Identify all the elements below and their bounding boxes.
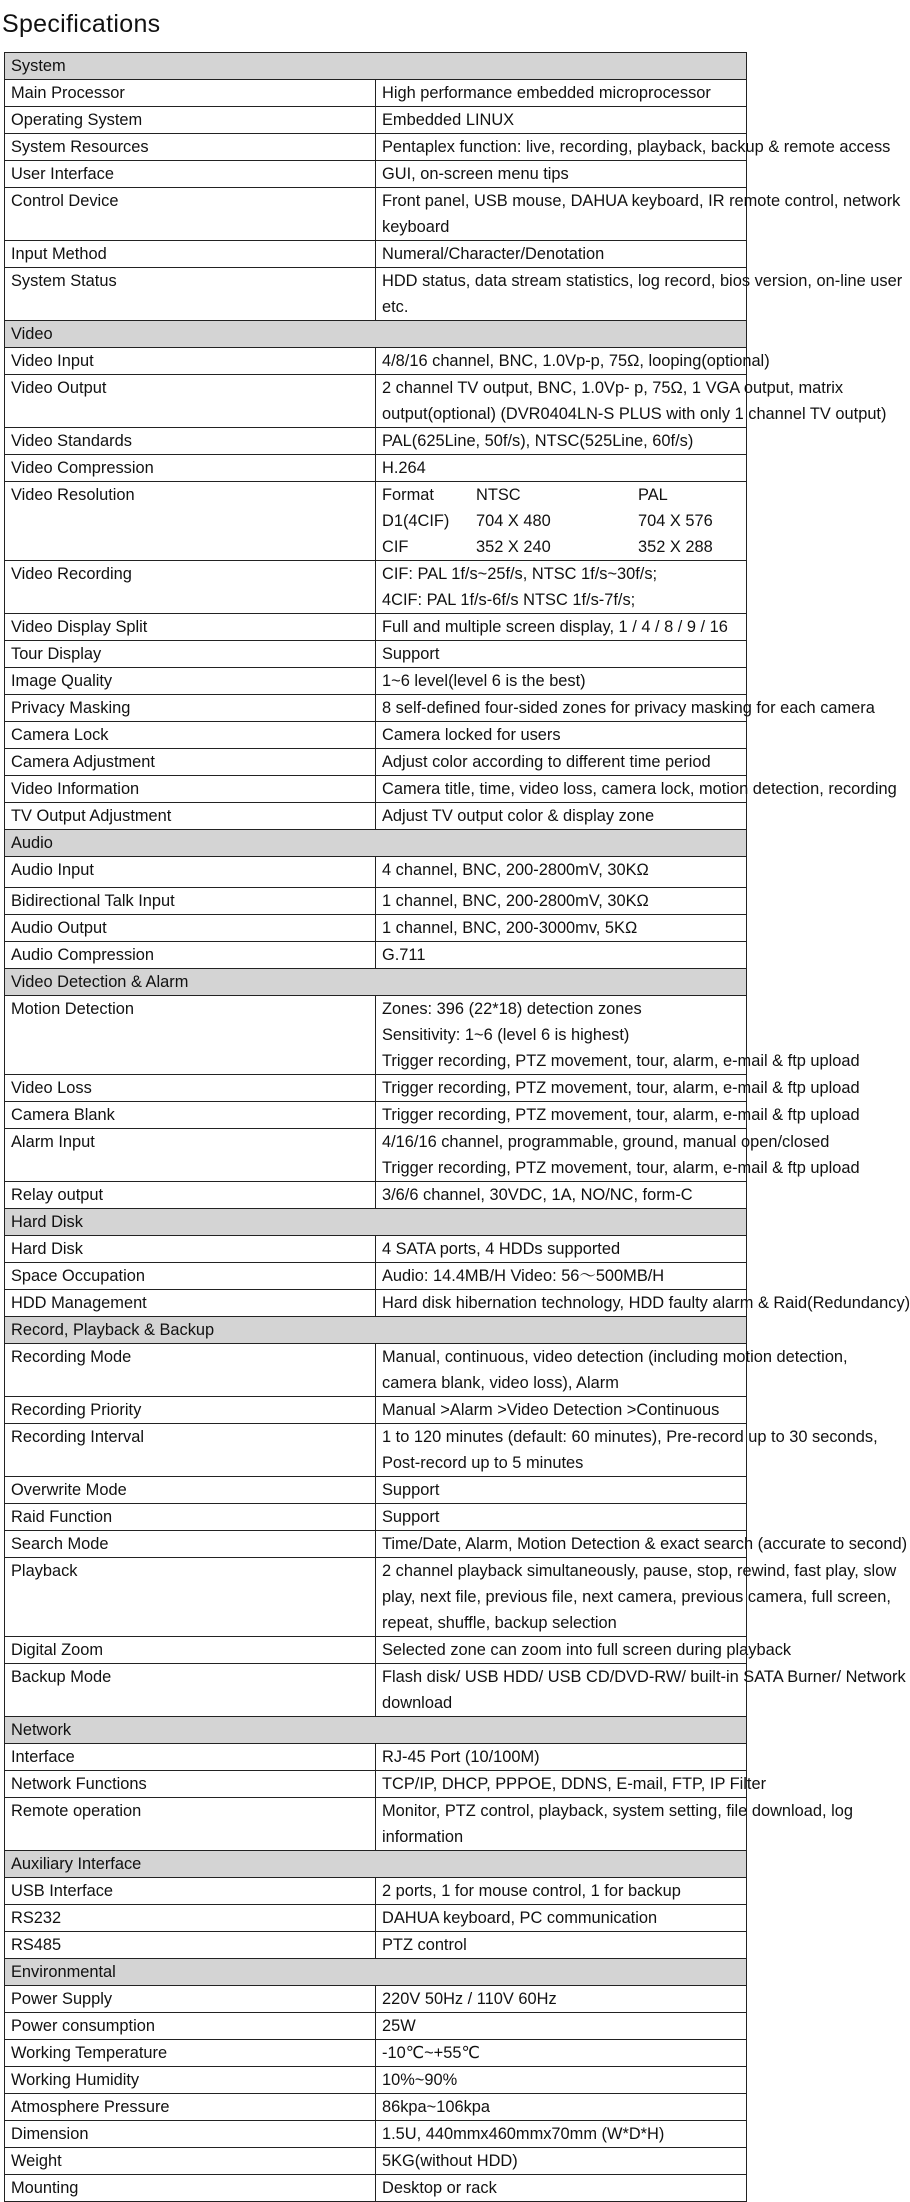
spec-value-line: 4/8/16 channel, BNC, 1.0Vp-p, 75Ω, looping(optional)	[382, 352, 770, 370]
spec-label: Digital Zoom	[5, 1637, 376, 1664]
spec-value	[376, 614, 747, 641]
spec-value-line: 220V 50Hz / 110V 60Hz	[382, 1990, 557, 2008]
resolution-grid-cell: PAL	[638, 486, 668, 504]
spec-row	[5, 482, 747, 561]
spec-label: Alarm Input	[5, 1129, 376, 1182]
spec-value-line: Hard disk hibernation technology, HDD faulty alarm & Raid(Redundancy)	[382, 1294, 910, 1312]
spec-row	[5, 1531, 747, 1558]
resolution-grid-cell: 704 X 480	[476, 512, 551, 530]
spec-label: Working Temperature	[5, 2040, 376, 2067]
spec-value-line: 1.5U, 440mmx460mmx70mm (W*D*H)	[382, 2125, 665, 2143]
spec-value-line: Time/Date, Alarm, Motion Detection & exact search (accurate to second)	[382, 1535, 908, 1553]
spec-label: HDD Management	[5, 1290, 376, 1317]
spec-value-line: 4/16/16 channel, programmable, ground, manual open/closed	[382, 1133, 830, 1151]
spec-label: Camera Lock	[5, 722, 376, 749]
spec-label: Overwrite Mode	[5, 1477, 376, 1504]
spec-label: Video Recording	[5, 561, 376, 614]
spec-row	[5, 1878, 747, 1905]
spec-value	[376, 428, 747, 455]
spec-row	[5, 268, 747, 321]
spec-value-line: PTZ control	[382, 1936, 467, 1954]
spec-value	[376, 1664, 906, 1717]
section-header-row	[5, 53, 747, 80]
spec-value-line: HDD status, data stream statistics, log record, bios version, on-line user	[382, 272, 903, 290]
spec-value-line: H.264	[382, 459, 426, 477]
spec-value-line: Front panel, USB mouse, DAHUA keyboard, IR remote control, network	[382, 192, 901, 210]
spec-value	[376, 1798, 853, 1851]
spec-row	[5, 1424, 747, 1477]
spec-value-line: Embedded LINUX	[382, 111, 515, 129]
resolution-grid-cell: CIF	[382, 538, 409, 556]
spec-value-line: 4 SATA ports, 4 HDDs supported	[382, 1240, 621, 1258]
spec-row	[5, 695, 747, 722]
spec-row	[5, 1075, 747, 1102]
spec-label: Space Occupation	[5, 1263, 376, 1290]
spec-row	[5, 614, 747, 641]
resolution-grid-cell: 704 X 576	[638, 512, 713, 530]
spec-label: User Interface	[5, 161, 376, 188]
spec-value	[376, 1744, 747, 1771]
spec-label: TV Output Adjustment	[5, 803, 376, 830]
spec-label: Search Mode	[5, 1531, 376, 1558]
spec-row	[5, 1129, 747, 1182]
spec-label: Video Input	[5, 348, 376, 375]
spec-row	[5, 915, 747, 942]
spec-row	[5, 1182, 747, 1209]
spec-row	[5, 134, 747, 161]
spec-value	[376, 134, 891, 161]
spec-label: Power consumption	[5, 2013, 376, 2040]
spec-value-line: keyboard	[382, 218, 450, 236]
spec-row	[5, 375, 747, 428]
spec-value-line: 10%~90%	[382, 2071, 458, 2089]
spec-value-line: information	[382, 1828, 464, 1846]
spec-label: Network Functions	[5, 1771, 376, 1798]
spec-label: Image Quality	[5, 668, 376, 695]
spec-row	[5, 2148, 747, 2175]
spec-value-line: Support	[382, 1508, 440, 1526]
spec-value-line: repeat, shuffle, backup selection	[382, 1614, 617, 1632]
spec-label: Interface	[5, 1744, 376, 1771]
resolution-grid-row	[382, 508, 740, 534]
spec-row	[5, 1771, 747, 1798]
section-title: Video	[5, 321, 747, 348]
section-header-row	[5, 969, 747, 996]
spec-value-line: 4CIF: PAL 1f/s-6f/s NTSC 1f/s-7f/s;	[382, 591, 636, 609]
section-title: Environmental	[5, 1959, 747, 1986]
spec-label: Camera Blank	[5, 1102, 376, 1129]
spec-row	[5, 668, 747, 695]
spec-value	[376, 241, 747, 268]
spec-row	[5, 241, 747, 268]
spec-value-line: Manual, continuous, video detection (including motion detection,	[382, 1348, 848, 1366]
spec-row	[5, 1932, 747, 1959]
spec-row	[5, 1744, 747, 1771]
spec-row	[5, 455, 747, 482]
spec-value	[376, 1878, 747, 1905]
spec-value-line: High performance embedded microprocessor	[382, 84, 711, 102]
spec-label: Playback	[5, 1558, 376, 1637]
spec-label: Operating System	[5, 107, 376, 134]
spec-value	[376, 803, 747, 830]
spec-value-line: G.711	[382, 946, 426, 964]
spec-value-line: Camera locked for users	[382, 726, 561, 744]
spec-row	[5, 1102, 747, 1129]
spec-value	[376, 1637, 792, 1664]
specifications-table-body	[5, 53, 910, 2202]
section-header-row	[5, 1851, 747, 1878]
spec-value	[376, 1477, 747, 1504]
spec-value-line: 8 self-defined four-sided zones for privacy masking for each camera	[382, 699, 875, 717]
specifications-table	[4, 52, 910, 2202]
spec-value-line: TCP/IP, DHCP, PPPOE, DDNS, E-mail, FTP, IP Filter	[382, 1775, 767, 1793]
spec-value	[376, 375, 887, 428]
spec-row	[5, 1986, 747, 2013]
spec-value-line: Numeral/Character/Denotation	[382, 245, 605, 263]
spec-label: Raid Function	[5, 1504, 376, 1531]
spec-value	[376, 915, 747, 942]
spec-label: Audio Compression	[5, 942, 376, 969]
spec-value-line: Support	[382, 645, 440, 663]
resolution-grid-cell: NTSC	[476, 486, 521, 504]
spec-value	[376, 776, 897, 803]
spec-label: Bidirectional Talk Input	[5, 888, 376, 915]
spec-value	[376, 1531, 908, 1558]
spec-value	[376, 348, 770, 375]
spec-value	[376, 695, 875, 722]
section-header-row	[5, 1717, 747, 1744]
spec-row	[5, 2067, 747, 2094]
spec-label: Video Loss	[5, 1075, 376, 1102]
spec-row	[5, 996, 747, 1075]
spec-value-line: 2 channel playback simultaneously, pause, stop, rewind, fast play, slow	[382, 1562, 897, 1580]
resolution-grid-cell: D1(4CIF)	[382, 512, 450, 530]
spec-value	[376, 188, 901, 241]
spec-label: RS232	[5, 1905, 376, 1932]
spec-label: Video Compression	[5, 455, 376, 482]
section-title: Auxiliary Interface	[5, 1851, 747, 1878]
spec-row	[5, 1344, 747, 1397]
spec-value	[376, 2094, 747, 2121]
section-title: Audio	[5, 830, 747, 857]
spec-value	[376, 668, 747, 695]
spec-label: Recording Mode	[5, 1344, 376, 1397]
spec-value-line: 1 channel, BNC, 200-3000mv, 5KΩ	[382, 919, 638, 937]
spec-value-line: download	[382, 1694, 453, 1712]
spec-row	[5, 1905, 747, 1932]
spec-label: Mounting	[5, 2175, 376, 2202]
spec-row	[5, 803, 747, 830]
spec-row	[5, 161, 747, 188]
spec-row	[5, 2094, 747, 2121]
spec-label: Relay output	[5, 1182, 376, 1209]
spec-value-line: Selected zone can zoom into full screen during playback	[382, 1641, 792, 1659]
spec-value	[376, 1263, 747, 1290]
spec-value	[376, 561, 747, 614]
spec-value-line: play, next file, previous file, next camera, previous camera, full screen,	[382, 1588, 891, 1606]
section-header-row	[5, 1209, 747, 1236]
spec-label: Audio Output	[5, 915, 376, 942]
spec-row	[5, 1290, 747, 1317]
spec-value-line: PAL(625Line, 50f/s), NTSC(525Line, 60f/s)	[382, 432, 694, 450]
section-title: Hard Disk	[5, 1209, 747, 1236]
spec-label: Dimension	[5, 2121, 376, 2148]
spec-label: Remote operation	[5, 1798, 376, 1851]
spec-value-line: Audio: 14.4MB/H Video: 56～500MB/H	[382, 1267, 665, 1285]
resolution-grid-row	[382, 534, 740, 560]
spec-value-line: etc.	[382, 298, 409, 316]
spec-row	[5, 888, 747, 915]
spec-row	[5, 1504, 747, 1531]
spec-label: Video Display Split	[5, 614, 376, 641]
spec-value-line: Monitor, PTZ control, playback, system setting, file download, log	[382, 1802, 853, 1820]
spec-label: Working Humidity	[5, 2067, 376, 2094]
spec-value-line: output(optional) (DVR0404LN-S PLUS with only 1 channel TV output)	[382, 405, 887, 423]
spec-value	[376, 161, 747, 188]
spec-value	[376, 1932, 747, 1959]
spec-value-line: Flash disk/ USB HDD/ USB CD/DVD-RW/ built-in SATA Burner/ Network	[382, 1668, 906, 1686]
spec-value-line: camera blank, video loss), Alarm	[382, 1374, 619, 1392]
spec-value-line: Trigger recording, PTZ movement, tour, alarm, e-mail & ftp upload	[382, 1106, 860, 1124]
spec-row	[5, 1664, 747, 1717]
spec-value-line: 1 to 120 minutes (default: 60 minutes), Pre-record up to 30 seconds,	[382, 1428, 878, 1446]
spec-row	[5, 1637, 747, 1664]
spec-label: Video Resolution	[5, 482, 376, 561]
spec-row	[5, 348, 747, 375]
resolution-grid-row	[382, 482, 740, 508]
spec-row	[5, 857, 747, 888]
spec-value	[376, 1558, 897, 1637]
spec-label: Hard Disk	[5, 1236, 376, 1263]
spec-label: Main Processor	[5, 80, 376, 107]
spec-value	[376, 749, 747, 776]
spec-value-line: 3/6/6 channel, 30VDC, 1A, NO/NC, form-C	[382, 1186, 693, 1204]
spec-row	[5, 2121, 747, 2148]
page-title: Specifications	[2, 10, 161, 38]
spec-row	[5, 188, 747, 241]
spec-value-line: Camera title, time, video loss, camera lock, motion detection, recording	[382, 780, 897, 798]
spec-value	[376, 80, 747, 107]
spec-label: Recording Priority	[5, 1397, 376, 1424]
spec-label: USB Interface	[5, 1878, 376, 1905]
spec-value	[376, 2121, 747, 2148]
spec-row	[5, 1798, 747, 1851]
spec-value-line: 5KG(without HDD)	[382, 2152, 518, 2170]
spec-value-line: 2 ports, 1 for mouse control, 1 for backup	[382, 1882, 681, 1900]
spec-value	[376, 1290, 910, 1317]
section-header-row	[5, 830, 747, 857]
spec-value-line: 2 channel TV output, BNC, 1.0Vp- p, 75Ω, 1 VGA output, matrix	[382, 379, 844, 397]
spec-label: Video Output	[5, 375, 376, 428]
spec-value-line: 1~6 level(level 6 is the best)	[382, 672, 586, 690]
spec-value-line: 25W	[382, 2017, 416, 2035]
spec-value	[376, 857, 747, 888]
section-title: Video Detection & Alarm	[5, 969, 747, 996]
spec-value	[376, 482, 747, 561]
section-header-row	[5, 1317, 747, 1344]
spec-value-line: Adjust color according to different time period	[382, 753, 711, 771]
spec-value-line: Desktop or rack	[382, 2179, 497, 2197]
spec-row	[5, 2013, 747, 2040]
spec-row	[5, 107, 747, 134]
section-title: Record, Playback & Backup	[5, 1317, 747, 1344]
spec-value	[376, 455, 747, 482]
spec-value-line: Trigger recording, PTZ movement, tour, alarm, e-mail & ftp upload	[382, 1159, 860, 1177]
spec-label: Weight	[5, 2148, 376, 2175]
spec-value-line: CIF: PAL 1f/s~25f/s, NTSC 1f/s~30f/s;	[382, 565, 658, 583]
spec-value-line: DAHUA keyboard, PC communication	[382, 1909, 658, 1927]
spec-value	[376, 1771, 767, 1798]
spec-value-line: Pentaplex function: live, recording, playback, backup & remote access	[382, 138, 891, 156]
spec-value	[376, 1182, 747, 1209]
spec-label: Power Supply	[5, 1986, 376, 2013]
section-header-row	[5, 1959, 747, 1986]
spec-row	[5, 1236, 747, 1263]
section-header-row	[5, 321, 747, 348]
spec-row	[5, 641, 747, 668]
spec-value	[376, 2175, 747, 2202]
spec-row	[5, 1263, 747, 1290]
spec-value	[376, 107, 747, 134]
spec-value-line: Full and multiple screen display, 1 / 4 / 8 / 9 / 16	[382, 618, 728, 636]
spec-row	[5, 428, 747, 455]
spec-row	[5, 2040, 747, 2067]
spec-label: Privacy Masking	[5, 695, 376, 722]
spec-label: Camera Adjustment	[5, 749, 376, 776]
spec-row	[5, 1477, 747, 1504]
spec-value-line: 86kpa~106kpa	[382, 2098, 491, 2116]
spec-label: Tour Display	[5, 641, 376, 668]
spec-label: Control Device	[5, 188, 376, 241]
spec-label: Audio Input	[5, 857, 376, 888]
resolution-grid-cell: 352 X 240	[476, 538, 551, 556]
spec-value	[376, 1986, 747, 2013]
spec-row	[5, 942, 747, 969]
spec-value-line: Post-record up to 5 minutes	[382, 1454, 584, 1472]
spec-value	[376, 942, 747, 969]
spec-row	[5, 2175, 747, 2202]
spec-row	[5, 722, 747, 749]
spec-value-line: RJ-45 Port (10/100M)	[382, 1748, 540, 1766]
spec-value-line: Zones: 396 (22*18) detection zones	[382, 1000, 642, 1018]
spec-value	[376, 641, 747, 668]
spec-value	[376, 1905, 747, 1932]
spec-row	[5, 561, 747, 614]
spec-value	[376, 1129, 860, 1182]
spec-value	[376, 1424, 878, 1477]
spec-label: System Resources	[5, 134, 376, 161]
spec-value-line: Sensitivity: 1~6 (level 6 is highest)	[382, 1026, 630, 1044]
spec-value-line: 1 channel, BNC, 200-2800mV, 30KΩ	[382, 892, 649, 910]
spec-value	[376, 1075, 860, 1102]
spec-row	[5, 80, 747, 107]
section-title: Network	[5, 1717, 747, 1744]
spec-value	[376, 1344, 848, 1397]
spec-value-line: Manual >Alarm >Video Detection >Continuous	[382, 1401, 720, 1419]
spec-value	[376, 1102, 860, 1129]
spec-value-line: -10℃~+55℃	[382, 2044, 480, 2062]
spec-value	[376, 888, 747, 915]
spec-value-line: Support	[382, 1481, 440, 1499]
spec-value	[376, 2040, 747, 2067]
spec-value	[376, 996, 860, 1075]
spec-label: Video Information	[5, 776, 376, 803]
spec-row	[5, 776, 747, 803]
spec-label: Motion Detection	[5, 996, 376, 1075]
spec-row	[5, 749, 747, 776]
spec-value	[376, 2013, 747, 2040]
spec-value-line: Trigger recording, PTZ movement, tour, alarm, e-mail & ftp upload	[382, 1079, 860, 1097]
spec-label: Backup Mode	[5, 1664, 376, 1717]
spec-value-line: 4 channel, BNC, 200-2800mV, 30KΩ	[382, 861, 649, 879]
resolution-grid-cell: 352 X 288	[638, 538, 713, 556]
spec-label: RS485	[5, 1932, 376, 1959]
spec-value-line: Trigger recording, PTZ movement, tour, alarm, e-mail & ftp upload	[382, 1052, 860, 1070]
spec-value	[376, 2148, 747, 2175]
spec-label: System Status	[5, 268, 376, 321]
spec-value	[376, 722, 747, 749]
spec-value-line: Adjust TV output color & display zone	[382, 807, 655, 825]
spec-label: Input Method	[5, 241, 376, 268]
section-title: System	[5, 53, 747, 80]
spec-row	[5, 1397, 747, 1424]
resolution-grid-cell: Format	[382, 486, 434, 504]
spec-value	[376, 1504, 747, 1531]
spec-row	[5, 1558, 747, 1637]
spec-label: Atmosphere Pressure	[5, 2094, 376, 2121]
spec-value-line: GUI, on-screen menu tips	[382, 165, 569, 183]
spec-value	[376, 1236, 747, 1263]
spec-value	[376, 2067, 747, 2094]
spec-value	[376, 1397, 747, 1424]
spec-value	[376, 268, 903, 321]
spec-label: Video Standards	[5, 428, 376, 455]
spec-label: Recording Interval	[5, 1424, 376, 1477]
